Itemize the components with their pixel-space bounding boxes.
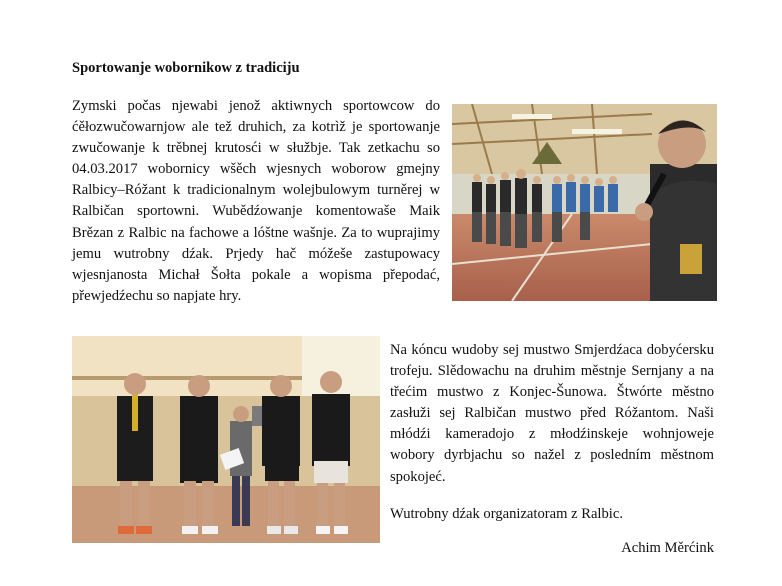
article-title: Sportowanje wobornikow z tradiciju	[72, 60, 300, 76]
photo-gym-speaker	[452, 104, 717, 301]
team-trophy-illustration	[72, 336, 380, 543]
paragraph-thanks: Wutrobny dźak organizatoram z Ralbic.	[390, 506, 623, 522]
photo-winning-team	[72, 336, 380, 543]
gym-speaker-illustration	[452, 104, 717, 301]
paragraph-intro: Zymski počas njewabi jenož aktiwnych sportowcow do ćěłozwučowarnjow ale tež druhich, za kotrìž je sportowanje zwučowanje k trěbnej krutosći w słužbje. Tak zetkachu so 04.03.2017 wobornicy wšěch wjesnych woborow gmejny Ralbicy–Róžant k tradicionalnym wolejbulowym turněrej w Ralbičan sportowni. Wubědźowanje komentowaše Maik Brězan z Ralbic na fachowe a lóštne wašnje. Za to wuprajimy jemu wutrobny dźak. Prjedy hač móžeše zastupowacy wjesnjanosta Michał Šołta pokale a wopisma přepodać, přewjedźechu so napjate hry.	[72, 98, 440, 304]
paragraph-results: Na kóncu wudoby sej mustwo Smjerdźaca dobyćersku trofeju. Slědowachu na druhim městnje Sernjany a na třećim mustwo z Konjec-Šunowa. Štwórte městno zasłuži sej Ralbičan mustwo před Róžantom. Naši młódźi kameradojo z młodźinskeje wohnjoweje wobory dyrbjachu so nažel z posledním městnom spokojeć.	[390, 342, 714, 485]
author-signature: Achim Měrćink	[621, 540, 714, 556]
